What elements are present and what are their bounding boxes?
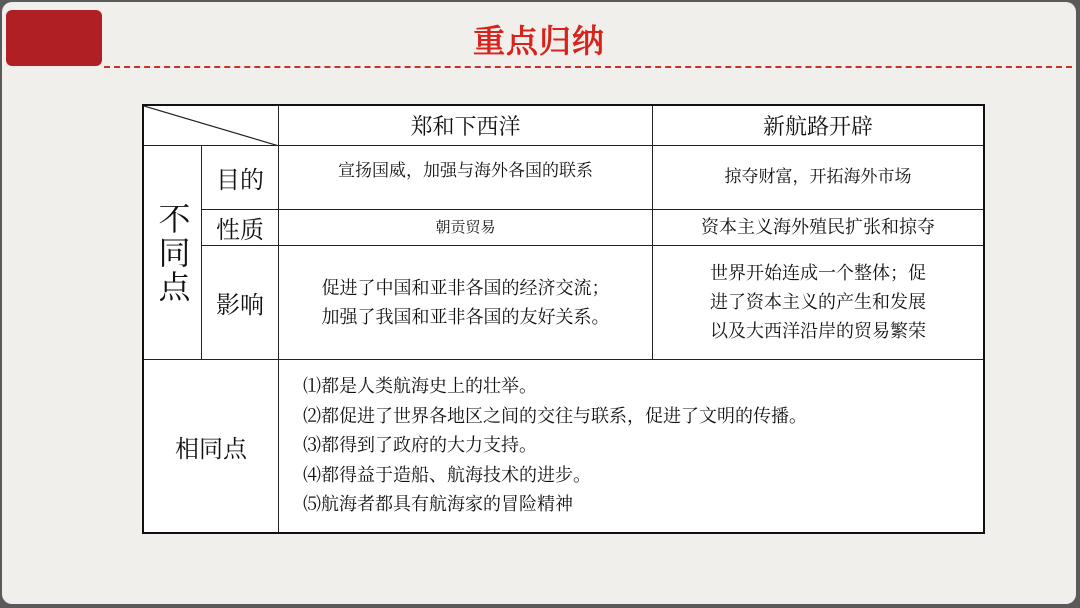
similarity-item: ⑵都促进了世界各地区之间的交往与联系，促进了文明的传播。 xyxy=(303,405,807,427)
row-label-purpose: 目的 xyxy=(202,146,279,210)
text-line: 以及大西洋沿岸的贸易繁荣 xyxy=(710,321,926,342)
row-label-impact: 影响 xyxy=(202,246,279,360)
diagonal-line xyxy=(144,106,279,146)
col-head-new-route: 新航路开辟 xyxy=(653,106,983,146)
purpose-new-route xyxy=(653,146,983,210)
text-line: 加强了我国和亚非各国的友好关系。 xyxy=(321,306,610,328)
similarity-item: ⑶都得到了政府的大力支持。 xyxy=(303,435,537,457)
col-head-zheng-he: 郑和下西洋 xyxy=(279,106,653,146)
similarities-list xyxy=(279,360,983,532)
nature-new-route xyxy=(653,210,983,246)
text-line: 进了资本主义的产生和发展 xyxy=(710,292,926,313)
similarity-item: ⑴都是人类航海史上的壮举。 xyxy=(303,376,537,398)
impact-new-route xyxy=(653,246,983,360)
text-line: 世界开始连成一个整体；促 xyxy=(710,263,926,284)
purpose-zheng-he xyxy=(279,146,653,210)
comparison-table xyxy=(142,104,985,534)
corner-diagonal-cell xyxy=(144,106,279,146)
row-label-nature: 性质 xyxy=(202,210,279,246)
similarities-label: 相同点 xyxy=(144,360,279,532)
text-line: 掠夺财富，开拓海外市场 xyxy=(724,167,912,187)
impact-zheng-he xyxy=(279,246,653,360)
text-line: 宣扬国威，加强与海外各国的联系 xyxy=(338,161,593,181)
text-line: 朝贡贸易 xyxy=(435,218,496,236)
differences-label-cell xyxy=(144,146,202,360)
text-line: 资本主义海外殖民扩张和掠夺 xyxy=(701,217,935,238)
slide xyxy=(2,2,1076,604)
similarity-item: ⑷都得益于造船、航海技术的进步。 xyxy=(303,464,591,486)
differences-label: 不同点 xyxy=(153,201,192,304)
similarity-item: ⑸航海者都具有航海家的冒险精神 xyxy=(303,494,573,516)
nature-zheng-he xyxy=(279,210,653,246)
title-divider xyxy=(104,66,1072,68)
page-title: 重点归纳 xyxy=(472,22,605,60)
text-line: 促进了中国和亚非各国的经济交流； xyxy=(321,277,610,299)
